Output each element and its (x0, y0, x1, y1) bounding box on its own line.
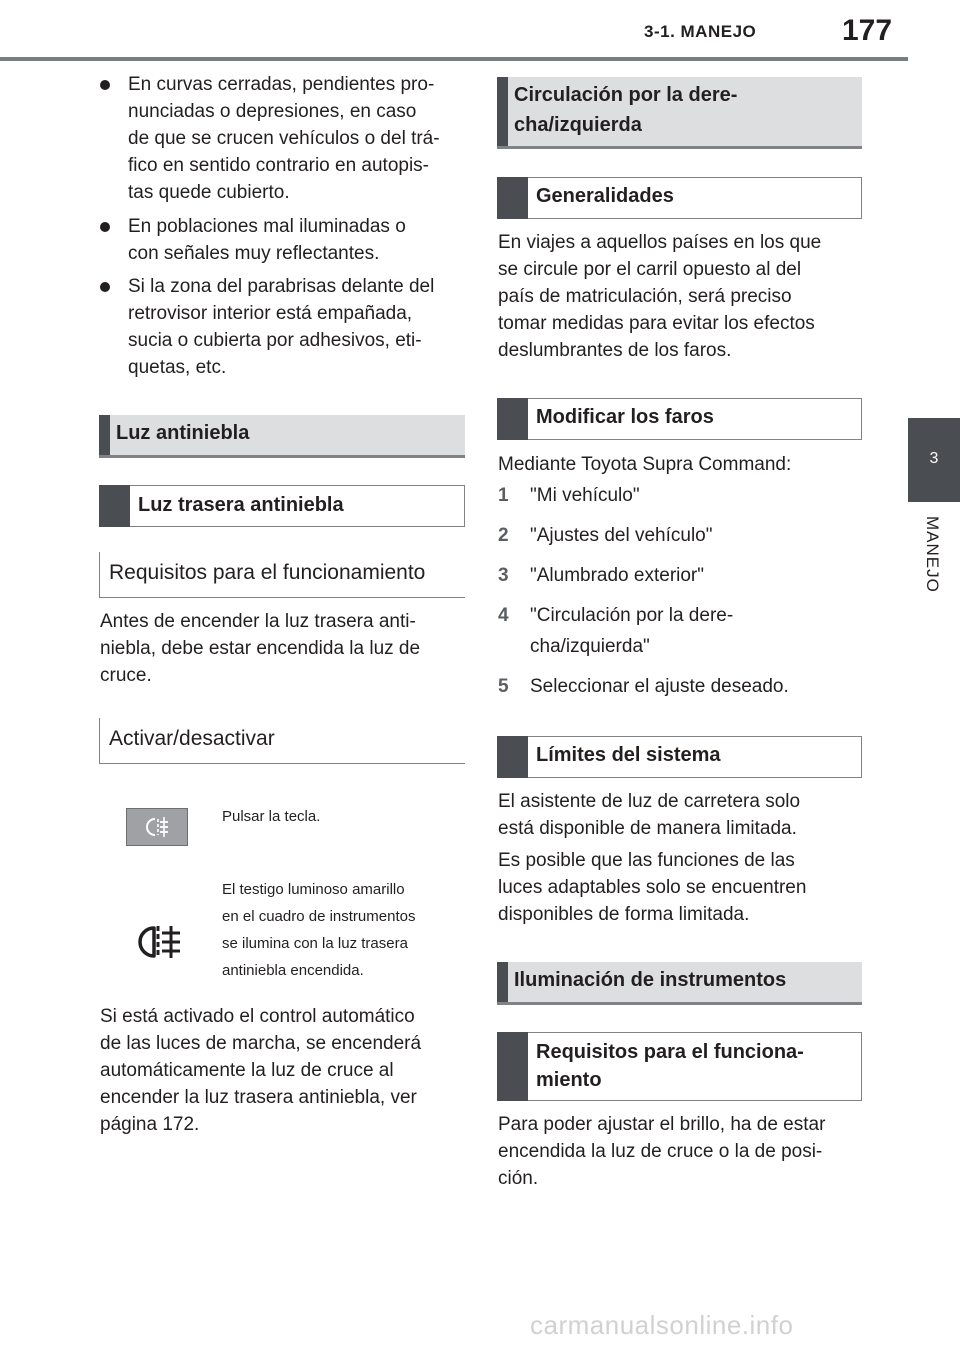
bullet-line: En poblaciones mal iluminadas o (128, 216, 406, 237)
bullet-line: de que se crucen vehículos o del trá- (128, 128, 440, 149)
bullet-line: fico en sentido contrario en autopis- (128, 155, 430, 176)
step-text: "Ajustes del vehículo" (530, 525, 713, 546)
paragraph-posible (498, 847, 868, 928)
heading-text: Generalidades (536, 185, 674, 207)
paragraph-line: página 172. (100, 1114, 200, 1135)
header-rule (0, 57, 908, 61)
paragraph-mediante: Mediante Toyota Supra Command: (498, 454, 792, 475)
fog-light-key-icon (126, 808, 188, 846)
rear-fog-symbol-icon (127, 809, 187, 845)
chapter-tab-number: 3 (929, 450, 939, 467)
bullet-line: En curvas cerradas, pendientes pro- (128, 74, 435, 95)
heading-luz-trasera-antiniebla (99, 485, 465, 527)
bullet-line: tas quede cubierto. (128, 182, 290, 203)
bullet-line: nunciadas o depresiones, en caso (128, 101, 417, 122)
bullet-line: sucia o cubierta por adhesivos, eti- (128, 330, 422, 351)
step-text: "Mi vehículo" (530, 485, 640, 506)
page-number: 177 (842, 14, 893, 47)
paragraph-line: deslumbrantes de los faros. (498, 340, 732, 361)
heading-luz-antiniebla (99, 415, 465, 458)
paragraph-line: de las luces de marcha, se encenderá (100, 1033, 422, 1054)
paragraph-line: Es posible que las funciones de las (498, 850, 795, 871)
step-number: 4 (498, 605, 509, 626)
paragraph-line: Si está activado el control automático (100, 1006, 415, 1027)
bullet-dot (100, 282, 110, 292)
paragraph-poder (498, 1111, 868, 1192)
bullet-line: Si la zona del parabrisas delante del (128, 276, 435, 297)
testigo-line: se ilumina con la luz trasera (222, 935, 408, 952)
paragraph-line: ción. (498, 1168, 539, 1189)
heading-text: Luz antiniebla (116, 422, 250, 444)
paragraph-line: se circule por el carril opuesto al del (498, 259, 802, 280)
paragraph-antes (100, 608, 460, 689)
paragraph-line: encendida la luz de cruce o la de posi- (498, 1141, 823, 1162)
heading-requisitos (99, 552, 465, 598)
step-number: 3 (498, 565, 509, 586)
rear-fog-indicator-icon (134, 922, 184, 962)
step-text: "Alumbrado exterior" (530, 565, 705, 586)
heading-line: miento (536, 1069, 602, 1091)
paragraph-line: luces adaptables solo se encuentren (498, 877, 807, 898)
heading-line: Circulación por la dere- (514, 84, 738, 106)
heading-text: Requisitos para el funcionamiento (109, 561, 426, 584)
bullet-line: quetas, etc. (128, 357, 227, 378)
step-text: Seleccionar el ajuste deseado. (530, 676, 789, 697)
heading-text (536, 1038, 804, 1094)
watermark: carmanualsonline.info (530, 1310, 794, 1340)
paragraph-si-activado (100, 1003, 470, 1138)
step-text: cha/izquierda" (530, 636, 650, 657)
paragraph-line: disponibles de forma limitada. (498, 904, 750, 925)
step-text: "Circulación por la dere- (530, 605, 734, 626)
heading-limites (497, 736, 862, 778)
paragraph-line: automáticamente la luz de cruce al (100, 1060, 394, 1081)
pulsar-tecla-text: Pulsar la tecla. (222, 808, 321, 825)
testigo-line: El testigo luminoso amarillo (222, 881, 405, 898)
heading-text: Luz trasera antiniebla (138, 494, 344, 516)
paragraph-line: En viajes a aquellos países en los que (498, 232, 822, 253)
paragraph-line: Para poder ajustar el brillo, ha de estar (498, 1114, 826, 1135)
bullet-dot (100, 80, 110, 90)
bullet-line: retrovisor interior está empañada, (128, 303, 413, 324)
heading-line: cha/izquierda (514, 114, 642, 136)
paragraph-line: El asistente de luz de carretera solo (498, 791, 801, 812)
testigo-line: en el cuadro de instrumentos (222, 908, 416, 925)
paragraph-line: encender la luz trasera antiniebla, ver (100, 1087, 417, 1108)
paragraph-line: país de matriculación, será preciso (498, 286, 792, 307)
paragraph-viajes (498, 229, 868, 364)
heading-line: Requisitos para el funciona- (536, 1041, 804, 1063)
heading-activar (99, 718, 465, 764)
heading-modificar (497, 398, 862, 440)
heading-requisitos-funcionamiento (497, 1032, 862, 1101)
testigo-text (222, 876, 415, 984)
testigo-line: antiniebla encendida. (222, 962, 364, 979)
heading-iluminacion (497, 962, 862, 1005)
heading-text: Iluminación de instrumentos (514, 969, 787, 991)
paragraph-line: está disponible de manera limitada. (498, 818, 797, 839)
paragraph-line: niebla, debe estar encendida la luz de (100, 638, 421, 659)
bullet-line: con señales muy reflectantes. (128, 243, 380, 264)
heading-text: Modificar los faros (536, 406, 714, 428)
paragraph-asistente (498, 788, 868, 842)
heading-text: Límites del sistema (536, 744, 721, 766)
heading-generalidades (497, 177, 862, 219)
step-number: 2 (498, 525, 509, 546)
heading-text (514, 80, 737, 140)
step-number: 1 (498, 485, 509, 506)
bullet-dot (100, 222, 110, 232)
chapter-tab-label: MANEJO (923, 516, 942, 593)
heading-circulacion (497, 77, 862, 149)
paragraph-line: cruce. (100, 665, 152, 686)
paragraph-line: Antes de encender la luz trasera anti- (100, 611, 416, 632)
section-title: 3-1. MANEJO (644, 22, 757, 41)
paragraph-line: tomar medidas para evitar los efectos (498, 313, 815, 334)
step-number: 5 (498, 676, 509, 697)
heading-text: Activar/desactivar (109, 727, 275, 750)
